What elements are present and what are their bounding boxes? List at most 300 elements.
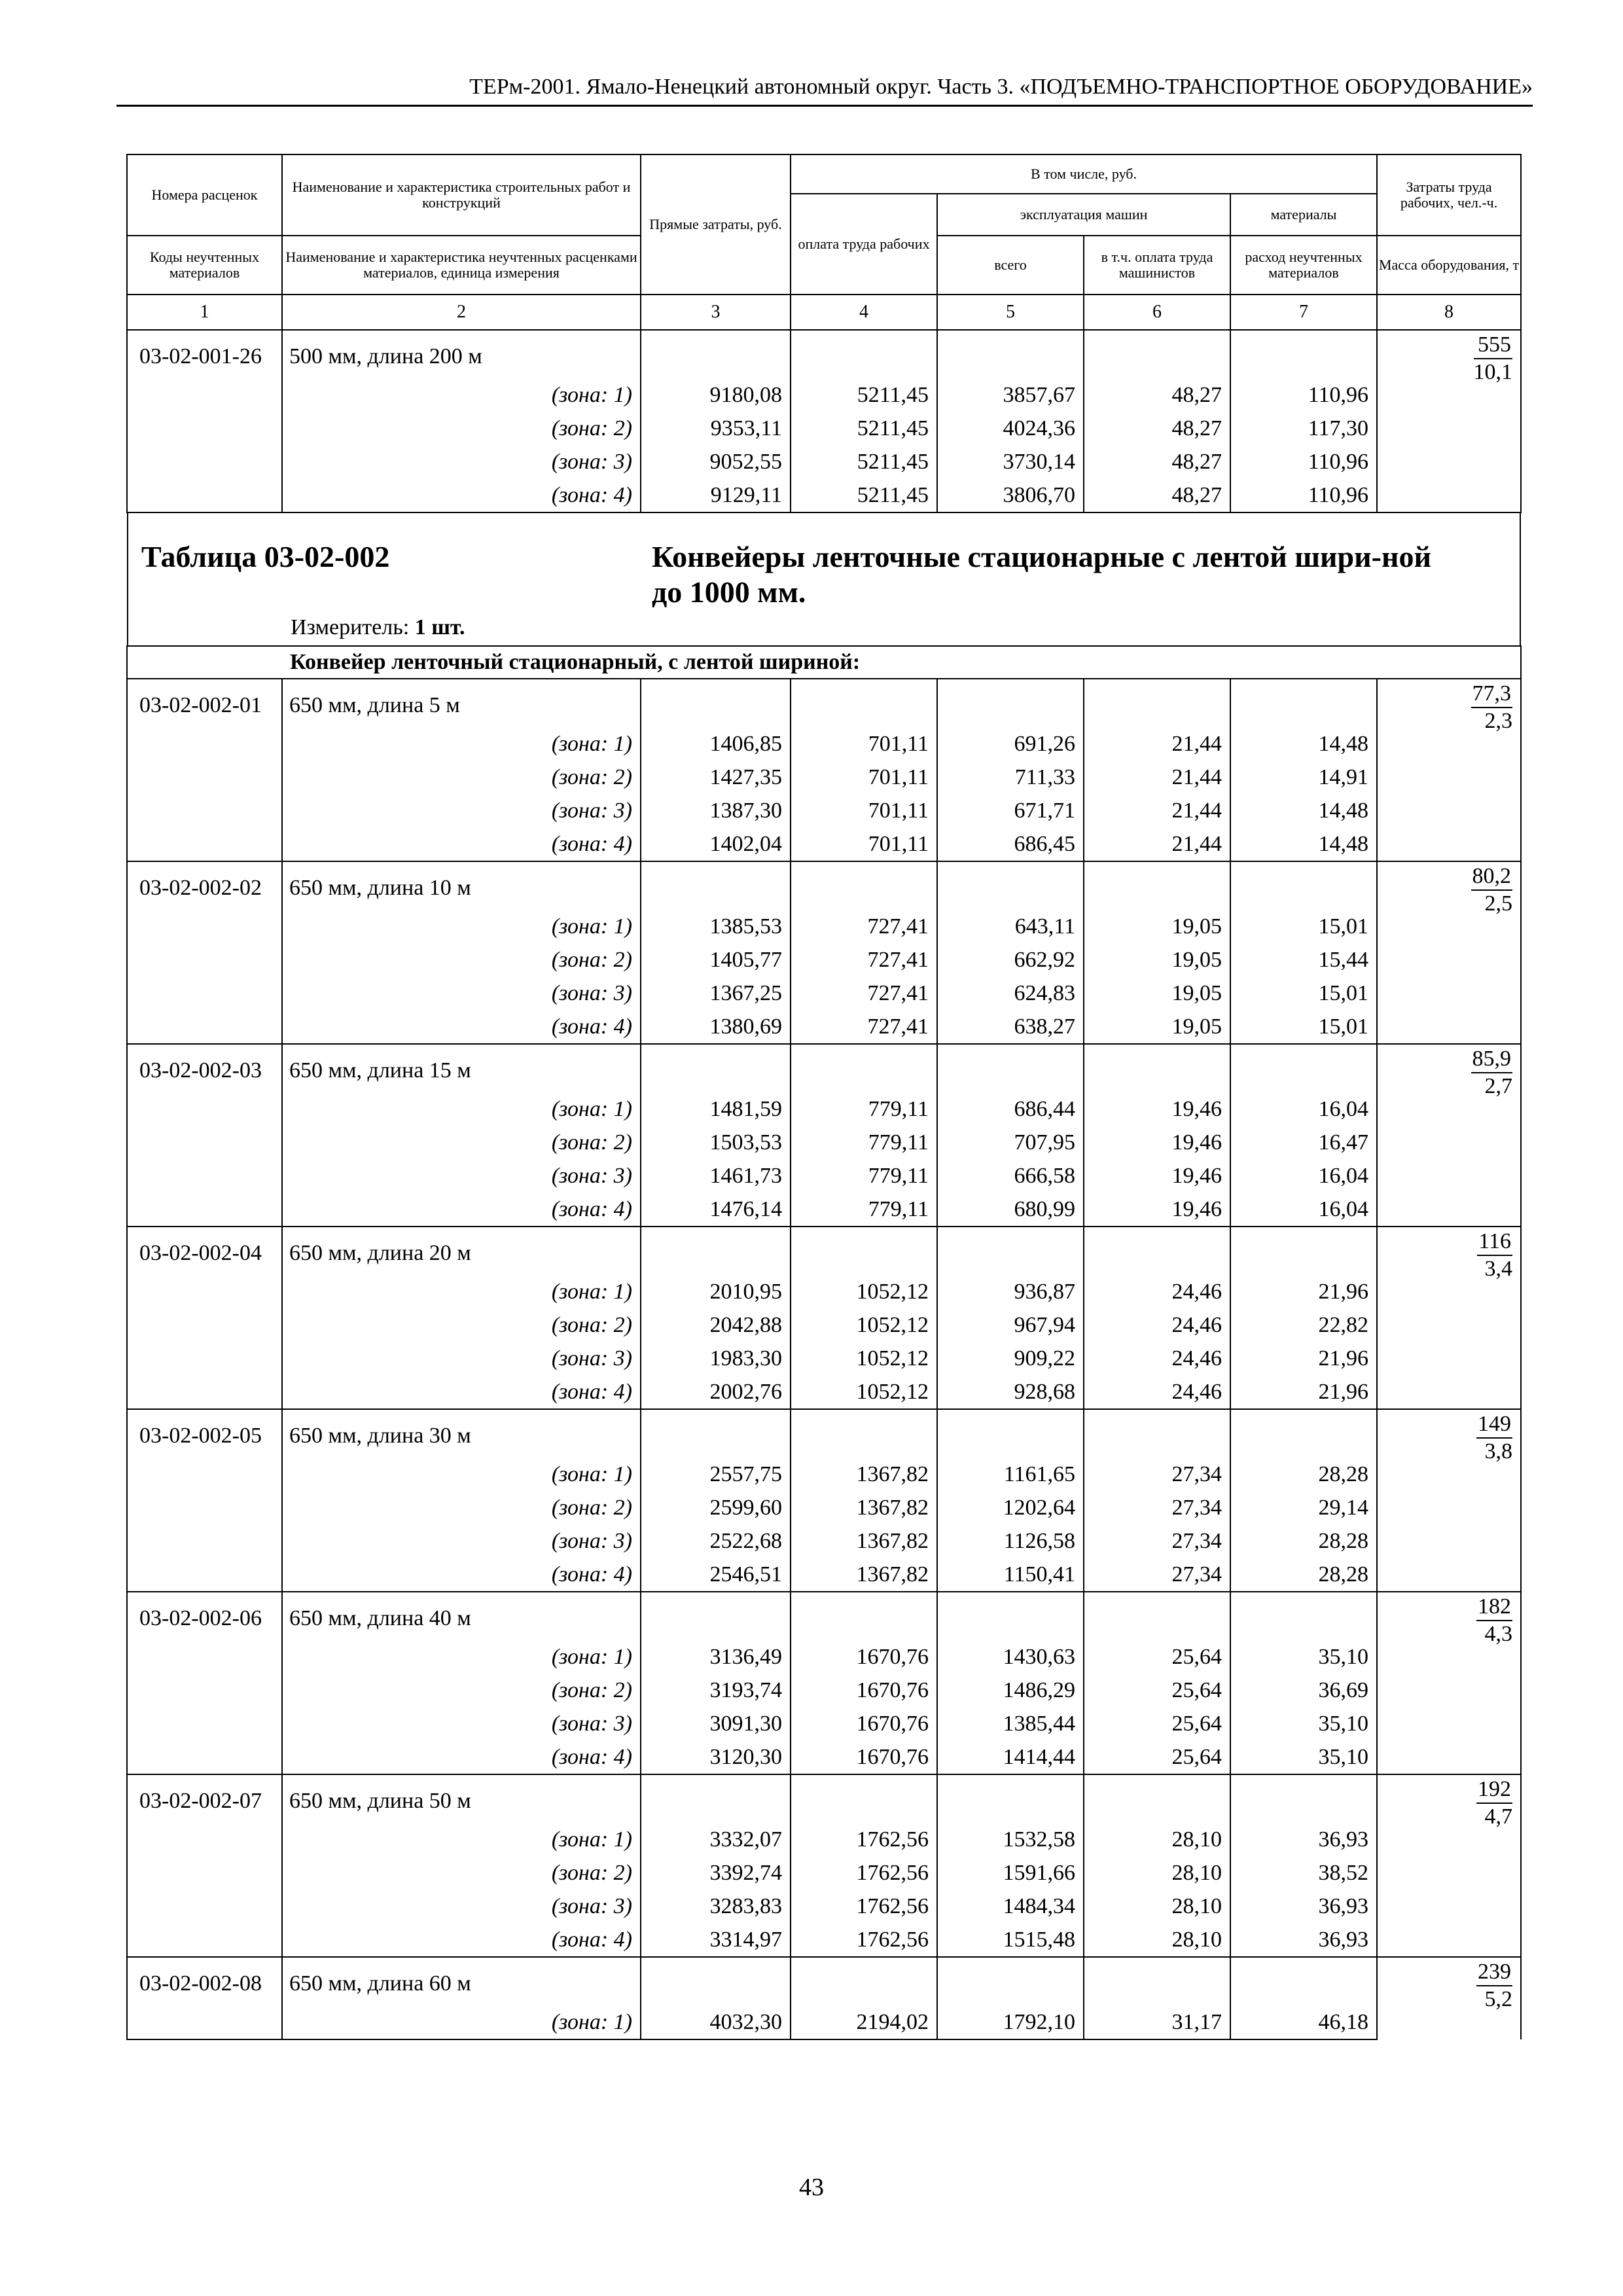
direct-costs: 1461,73 — [641, 1159, 791, 1193]
machines-total: 967,94 — [937, 1308, 1084, 1342]
machines-total: 3857,67 — [937, 378, 1084, 412]
worker-wages: 1762,56 — [791, 1823, 937, 1856]
worker-wages: 779,11 — [791, 1092, 937, 1126]
zone-row — [127, 1823, 1521, 1856]
zone-label: (зона: 2) — [282, 1491, 641, 1524]
operator-wages: 28,10 — [1084, 1823, 1230, 1856]
materials: 16,04 — [1230, 1092, 1377, 1126]
rate-code: 03-02-002-07 — [127, 1774, 282, 1823]
fraction — [1476, 1959, 1512, 2013]
empty-cell — [127, 1740, 282, 1774]
zone-row — [127, 827, 1521, 861]
rate-name: 650 мм, длина 5 м — [282, 679, 641, 727]
direct-costs: 1385,53 — [641, 910, 791, 943]
operator-wages: 48,27 — [1084, 478, 1230, 512]
worker-wages: 2194,02 — [791, 2005, 937, 2039]
worker-wages: 701,11 — [791, 794, 937, 827]
zone-label: (зона: 4) — [282, 1375, 641, 1409]
worker-wages: 727,41 — [791, 943, 937, 977]
direct-costs: 2010,95 — [641, 1275, 791, 1308]
direct-costs: 1481,59 — [641, 1092, 791, 1126]
machines-total: 1532,58 — [937, 1823, 1084, 1856]
operator-wages: 19,05 — [1084, 943, 1230, 977]
empty-cell — [937, 1774, 1084, 1823]
direct-costs: 2599,60 — [641, 1491, 791, 1524]
col1-bottom-header: Коды неучтенных материалов — [127, 236, 282, 295]
zone-label: (зона: 1) — [282, 1823, 641, 1856]
machines-total: 1161,65 — [937, 1458, 1084, 1491]
materials: 16,04 — [1230, 1159, 1377, 1193]
worker-wages: 1052,12 — [791, 1375, 937, 1409]
worker-wages: 779,11 — [791, 1126, 937, 1159]
zone-label: (зона: 1) — [282, 1092, 641, 1126]
empty-cell — [1084, 330, 1230, 378]
zone-label: (зона: 2) — [282, 1674, 641, 1707]
machines-total: 1430,63 — [937, 1640, 1084, 1674]
group-mach-header: эксплуатация машин — [937, 194, 1230, 236]
direct-costs: 9180,08 — [641, 378, 791, 412]
rate-name: 650 мм, длина 20 м — [282, 1227, 641, 1275]
operator-wages: 24,46 — [1084, 1275, 1230, 1308]
direct-costs: 1427,35 — [641, 761, 791, 794]
zone-row — [127, 1342, 1521, 1375]
unit-value: 1 шт. — [414, 615, 465, 639]
equipment-mass: 4,7 — [1484, 1804, 1513, 1829]
worker-wages: 701,11 — [791, 827, 937, 861]
labor-mass-fraction — [1377, 1409, 1521, 1592]
empty-cell — [1230, 1227, 1377, 1275]
operator-wages: 48,27 — [1084, 445, 1230, 478]
operator-wages: 28,10 — [1084, 1923, 1230, 1957]
equipment-mass: 2,5 — [1484, 891, 1513, 916]
machines-total: 666,58 — [937, 1159, 1084, 1193]
page-number: 43 — [799, 2174, 824, 2201]
empty-cell — [127, 1092, 282, 1126]
empty-cell — [641, 1409, 791, 1458]
empty-cell — [937, 330, 1084, 378]
empty-cell — [127, 727, 282, 761]
materials: 110,96 — [1230, 378, 1377, 412]
empty-cell — [641, 1957, 791, 2005]
zone-row — [127, 1092, 1521, 1126]
empty-cell — [1230, 1409, 1377, 1458]
empty-cell — [791, 1592, 937, 1640]
machines-total: 711,33 — [937, 761, 1084, 794]
labor-costs: 182 — [1476, 1594, 1512, 1621]
zone-row — [127, 943, 1521, 977]
labor-costs: 239 — [1476, 1959, 1512, 1986]
empty-cell — [127, 1375, 282, 1409]
materials: 16,04 — [1230, 1193, 1377, 1227]
rate-item-row — [127, 1592, 1521, 1640]
machines-total: 4024,36 — [937, 412, 1084, 445]
rate-name: 650 мм, длина 50 м — [282, 1774, 641, 1823]
materials: 110,96 — [1230, 478, 1377, 512]
zone-label: (зона: 4) — [282, 1740, 641, 1774]
equipment-mass: 2,3 — [1484, 709, 1513, 733]
materials: 38,52 — [1230, 1856, 1377, 1890]
zone-row — [127, 794, 1521, 827]
materials: 29,14 — [1230, 1491, 1377, 1524]
empty-cell — [127, 1126, 282, 1159]
direct-costs: 1367,25 — [641, 977, 791, 1010]
zone-row — [127, 445, 1521, 478]
empty-cell — [127, 794, 282, 827]
empty-cell — [1230, 1592, 1377, 1640]
empty-cell — [791, 1957, 937, 2005]
zone-label: (зона: 1) — [282, 910, 641, 943]
empty-cell — [937, 861, 1084, 910]
operator-wages: 19,46 — [1084, 1092, 1230, 1126]
empty-cell — [127, 1308, 282, 1342]
materials: 36,93 — [1230, 1923, 1377, 1957]
direct-costs: 9353,11 — [641, 412, 791, 445]
rate-item-row — [127, 861, 1521, 910]
operator-wages: 48,27 — [1084, 412, 1230, 445]
machines-total: 686,45 — [937, 827, 1084, 861]
empty-cell — [937, 1957, 1084, 2005]
operator-wages: 19,46 — [1084, 1126, 1230, 1159]
zone-label: (зона: 3) — [282, 1159, 641, 1193]
zone-row — [127, 1375, 1521, 1409]
zone-row — [127, 378, 1521, 412]
direct-costs: 3193,74 — [641, 1674, 791, 1707]
group-title-row — [127, 646, 1521, 679]
worker-wages: 1052,12 — [791, 1275, 937, 1308]
zone-row — [127, 1640, 1521, 1674]
direct-costs: 1405,77 — [641, 943, 791, 977]
table-heading-row — [127, 512, 1521, 646]
empty-cell — [937, 679, 1084, 727]
fraction — [1476, 1776, 1512, 1830]
materials: 15,01 — [1230, 977, 1377, 1010]
zone-row — [127, 1890, 1521, 1923]
operator-wages: 27,34 — [1084, 1491, 1230, 1524]
labor-mass-fraction — [1377, 679, 1521, 861]
empty-cell — [937, 1227, 1084, 1275]
machines-total: 671,71 — [937, 794, 1084, 827]
empty-cell — [1084, 1592, 1230, 1640]
machines-total: 624,83 — [937, 977, 1084, 1010]
zone-row — [127, 1275, 1521, 1308]
empty-cell — [791, 1774, 937, 1823]
equipment-mass: 5,2 — [1484, 1987, 1513, 2011]
operator-wages: 24,46 — [1084, 1375, 1230, 1409]
empty-cell — [1084, 1957, 1230, 2005]
direct-costs: 3392,74 — [641, 1856, 791, 1890]
zone-label: (зона: 2) — [282, 1308, 641, 1342]
zone-label: (зона: 3) — [282, 1342, 641, 1375]
zone-row — [127, 1491, 1521, 1524]
empty-cell — [937, 1409, 1084, 1458]
zone-row — [127, 761, 1521, 794]
empty-cell — [127, 378, 282, 412]
fraction — [1477, 1229, 1512, 1282]
column-number: 3 — [641, 295, 791, 330]
rate-item-row — [127, 1044, 1521, 1092]
equipment-mass: 2,7 — [1484, 1074, 1513, 1098]
materials: 35,10 — [1230, 1740, 1377, 1774]
column-number: 1 — [127, 295, 282, 330]
zone-row — [127, 1010, 1521, 1044]
fraction — [1476, 1594, 1512, 1647]
group-title: Конвейер ленточный стационарный, с лентой шириной: — [127, 646, 1521, 679]
direct-costs: 1387,30 — [641, 794, 791, 827]
column-number: 8 — [1377, 295, 1521, 330]
worker-wages: 779,11 — [791, 1159, 937, 1193]
materials: 117,30 — [1230, 412, 1377, 445]
worker-wages: 5211,45 — [791, 445, 937, 478]
empty-cell — [127, 1558, 282, 1592]
operator-wages: 21,44 — [1084, 761, 1230, 794]
machines-total: 691,26 — [937, 727, 1084, 761]
operator-wages: 28,10 — [1084, 1856, 1230, 1890]
operator-wages: 19,05 — [1084, 977, 1230, 1010]
zone-row — [127, 1458, 1521, 1491]
empty-cell — [127, 1890, 282, 1923]
zone-label: (зона: 1) — [282, 2005, 641, 2039]
empty-cell — [127, 1275, 282, 1308]
operator-wages: 48,27 — [1084, 378, 1230, 412]
direct-costs: 1402,04 — [641, 827, 791, 861]
empty-cell — [127, 1640, 282, 1674]
empty-cell — [1230, 861, 1377, 910]
empty-cell — [641, 1044, 791, 1092]
direct-costs: 1983,30 — [641, 1342, 791, 1375]
empty-cell — [1084, 679, 1230, 727]
rate-code: 03-02-002-02 — [127, 861, 282, 910]
materials: 28,28 — [1230, 1524, 1377, 1558]
materials: 35,10 — [1230, 1640, 1377, 1674]
page-header: ТЕРм-2001. Ямало-Ненецкий автономный округ. Часть 3. «ПОДЪЕМНО-ТРАНСПОРТНОЕ ОБОРУДОВАНИЕ» — [469, 75, 1533, 99]
column-number: 5 — [937, 295, 1084, 330]
operator-wages: 24,46 — [1084, 1308, 1230, 1342]
direct-costs: 1380,69 — [641, 1010, 791, 1044]
worker-wages: 1762,56 — [791, 1856, 937, 1890]
operator-wages: 24,46 — [1084, 1342, 1230, 1375]
direct-costs: 9129,11 — [641, 478, 791, 512]
worker-wages: 779,11 — [791, 1193, 937, 1227]
empty-cell — [641, 861, 791, 910]
machines-total: 928,68 — [937, 1375, 1084, 1409]
empty-cell — [127, 827, 282, 861]
empty-cell — [1084, 1044, 1230, 1092]
col4-header: оплата труда рабочих — [791, 194, 937, 295]
zone-row — [127, 910, 1521, 943]
worker-wages: 1762,56 — [791, 1890, 937, 1923]
zone-label: (зона: 3) — [282, 445, 641, 478]
materials: 22,82 — [1230, 1308, 1377, 1342]
rate-name: 650 мм, длина 60 м — [282, 1957, 641, 2005]
col2-top-header: Наименование и характеристика строительных работ и конструкций — [282, 154, 641, 236]
labor-mass-fraction — [1377, 1227, 1521, 1409]
empty-cell — [127, 412, 282, 445]
empty-cell — [1084, 1227, 1230, 1275]
zone-label: (зона: 3) — [282, 1707, 641, 1740]
materials: 36,93 — [1230, 1823, 1377, 1856]
machines-total: 1202,64 — [937, 1491, 1084, 1524]
equipment-mass: 4,3 — [1484, 1622, 1513, 1646]
col1-top-header: Номера расценок — [127, 154, 282, 236]
operator-wages: 25,64 — [1084, 1740, 1230, 1774]
machines-total: 3806,70 — [937, 478, 1084, 512]
materials: 16,47 — [1230, 1126, 1377, 1159]
equipment-mass: 3,4 — [1484, 1257, 1513, 1281]
machines-total: 909,22 — [937, 1342, 1084, 1375]
zone-row — [127, 1707, 1521, 1740]
empty-cell — [127, 1159, 282, 1193]
empty-cell — [641, 679, 791, 727]
table-heading-cell — [127, 512, 1521, 646]
operator-wages: 19,46 — [1084, 1159, 1230, 1193]
zone-label: (зона: 2) — [282, 761, 641, 794]
empty-cell — [1230, 679, 1377, 727]
zone-label: (зона: 1) — [282, 1458, 641, 1491]
operator-wages: 25,64 — [1084, 1707, 1230, 1740]
fraction — [1471, 681, 1513, 734]
direct-costs: 2546,51 — [641, 1558, 791, 1592]
zone-label: (зона: 3) — [282, 1524, 641, 1558]
empty-cell — [791, 1409, 937, 1458]
empty-cell — [127, 943, 282, 977]
materials: 14,91 — [1230, 761, 1377, 794]
col7-top-header: материалы — [1230, 194, 1377, 236]
empty-cell — [127, 1010, 282, 1044]
materials: 15,01 — [1230, 1010, 1377, 1044]
fraction — [1471, 863, 1513, 917]
empty-cell — [127, 1923, 282, 1957]
worker-wages: 1762,56 — [791, 1923, 937, 1957]
zone-label: (зона: 1) — [282, 378, 641, 412]
zone-label: (зона: 4) — [282, 1193, 641, 1227]
labor-mass-fraction — [1377, 861, 1521, 1044]
empty-cell — [791, 1044, 937, 1092]
empty-cell — [641, 330, 791, 378]
labor-costs: 149 — [1476, 1411, 1512, 1439]
machines-total: 1515,48 — [937, 1923, 1084, 1957]
machines-total: 1126,58 — [937, 1524, 1084, 1558]
table-heading — [127, 513, 1521, 645]
empty-cell — [1230, 1774, 1377, 1823]
column-number: 6 — [1084, 295, 1230, 330]
empty-cell — [1230, 1957, 1377, 2005]
rate-code: 03-02-002-05 — [127, 1409, 282, 1458]
direct-costs: 2557,75 — [641, 1458, 791, 1491]
worker-wages: 727,41 — [791, 910, 937, 943]
rate-code: 03-02-001-26 — [127, 330, 282, 378]
direct-costs: 1406,85 — [641, 727, 791, 761]
machines-total: 3730,14 — [937, 445, 1084, 478]
machines-total: 686,44 — [937, 1092, 1084, 1126]
fraction — [1474, 332, 1513, 386]
worker-wages: 1052,12 — [791, 1342, 937, 1375]
machines-total: 1486,29 — [937, 1674, 1084, 1707]
zone-label: (зона: 1) — [282, 1275, 641, 1308]
zone-label: (зона: 4) — [282, 478, 641, 512]
empty-cell — [791, 861, 937, 910]
zone-label: (зона: 4) — [282, 1010, 641, 1044]
direct-costs: 2042,88 — [641, 1308, 791, 1342]
rate-item-row — [127, 679, 1521, 727]
operator-wages: 19,05 — [1084, 1010, 1230, 1044]
zone-row — [127, 727, 1521, 761]
materials: 46,18 — [1230, 2005, 1377, 2039]
empty-cell — [127, 1193, 282, 1227]
operator-wages: 28,10 — [1084, 1890, 1230, 1923]
empty-cell — [127, 1524, 282, 1558]
empty-cell — [127, 977, 282, 1010]
zone-row — [127, 1193, 1521, 1227]
worker-wages: 5211,45 — [791, 378, 937, 412]
labor-mass-fraction — [1377, 330, 1521, 512]
column-number: 7 — [1230, 295, 1377, 330]
machines-total: 936,87 — [937, 1275, 1084, 1308]
equipment-mass: 3,8 — [1484, 1439, 1513, 1463]
zone-row — [127, 478, 1521, 512]
empty-cell — [937, 1592, 1084, 1640]
empty-cell — [127, 1707, 282, 1740]
header-rule — [116, 105, 1533, 107]
col3-header: Прямые затраты, руб. — [641, 154, 791, 295]
materials: 14,48 — [1230, 794, 1377, 827]
zone-label: (зона: 4) — [282, 1923, 641, 1957]
fraction — [1476, 1411, 1512, 1465]
col7-bottom-header: расход неучтенных материалов — [1230, 236, 1377, 295]
empty-cell — [127, 2005, 282, 2039]
empty-cell — [791, 679, 937, 727]
machines-total: 1150,41 — [937, 1558, 1084, 1592]
zone-label: (зона: 2) — [282, 1126, 641, 1159]
zone-label: (зона: 2) — [282, 1856, 641, 1890]
rate-name: 650 мм, длина 30 м — [282, 1409, 641, 1458]
materials: 14,48 — [1230, 827, 1377, 861]
rate-item-row — [127, 1409, 1521, 1458]
operator-wages: 21,44 — [1084, 727, 1230, 761]
zone-row — [127, 1159, 1521, 1193]
worker-wages: 5211,45 — [791, 478, 937, 512]
labor-mass-fraction — [1377, 1774, 1521, 1957]
zone-label: (зона: 1) — [282, 1640, 641, 1674]
worker-wages: 1367,82 — [791, 1558, 937, 1592]
zone-label: (зона: 1) — [282, 727, 641, 761]
col2-bottom-header: Наименование и характеристика неучтенных расценками материалов, единица измерения — [282, 236, 641, 295]
col8-top-header: Затраты труда рабочих, чел.-ч. — [1377, 154, 1521, 236]
materials: 21,96 — [1230, 1375, 1377, 1409]
zone-row — [127, 1856, 1521, 1890]
empty-cell — [127, 1458, 282, 1491]
worker-wages: 1670,76 — [791, 1740, 937, 1774]
empty-cell — [641, 1227, 791, 1275]
rate-item-row — [127, 1774, 1521, 1823]
zone-row — [127, 1740, 1521, 1774]
rate-name: 500 мм, длина 200 м — [282, 330, 641, 378]
rate-code: 03-02-002-01 — [127, 679, 282, 727]
worker-wages: 1367,82 — [791, 1491, 937, 1524]
column-number: 2 — [282, 295, 641, 330]
empty-cell — [127, 1823, 282, 1856]
labor-mass-fraction — [1377, 1044, 1521, 1227]
empty-cell — [127, 1674, 282, 1707]
rate-code: 03-02-002-06 — [127, 1592, 282, 1640]
operator-wages: 25,64 — [1084, 1640, 1230, 1674]
direct-costs: 3283,83 — [641, 1890, 791, 1923]
operator-wages: 27,34 — [1084, 1458, 1230, 1491]
zone-label: (зона: 4) — [282, 1558, 641, 1592]
zone-row — [127, 1524, 1521, 1558]
materials: 28,28 — [1230, 1458, 1377, 1491]
empty-cell — [1230, 1044, 1377, 1092]
rate-name: 650 мм, длина 40 м — [282, 1592, 641, 1640]
